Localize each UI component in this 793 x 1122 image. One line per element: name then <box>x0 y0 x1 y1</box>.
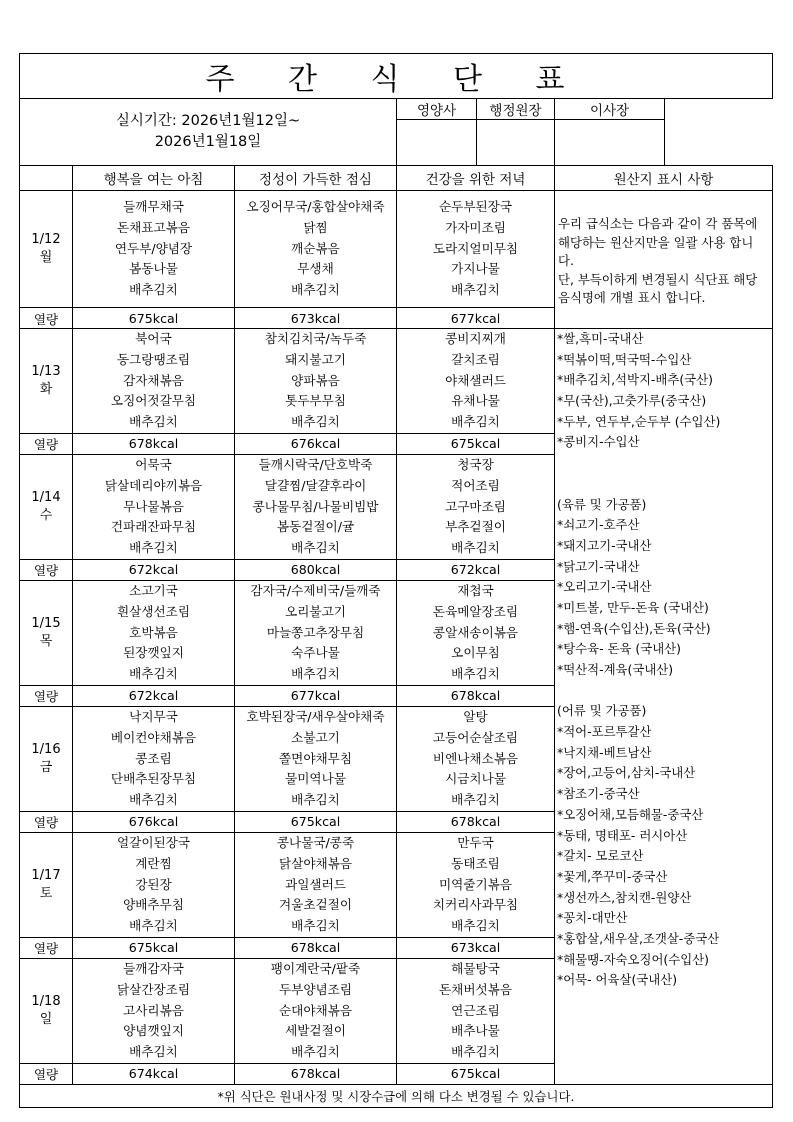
day-date: 1/15 <box>31 615 61 631</box>
kcal-label: 열량 <box>20 559 73 580</box>
menu-item: 베이컨야채볶음 <box>110 729 197 745</box>
menu-item: 콩나물국/콩죽 <box>276 834 355 850</box>
menu-item: 두부양념조림 <box>279 981 352 997</box>
lunch-cell <box>235 454 397 559</box>
origin-item <box>557 681 772 702</box>
menu-item: 가지나물 <box>451 261 500 277</box>
origin-item: *꽁치-대만산 <box>557 910 628 926</box>
day-weekday: 화 <box>39 381 53 397</box>
period <box>20 99 397 166</box>
menu-item: 배추김치 <box>129 540 178 556</box>
menu-item: 감자국/수제비국/들깨죽 <box>250 582 381 598</box>
menu-item: 톳두부무침 <box>285 393 346 409</box>
kcal-value: 673kcal <box>235 308 397 329</box>
origin-item: *오징어채,모듬해물-중국산 <box>557 806 704 822</box>
origin-item: *어묵- 어육살(국내산) <box>557 972 678 988</box>
kcal-value: 678kcal <box>397 685 555 706</box>
menu-item: 어묵국 <box>135 456 172 472</box>
menu-item: 배추김치 <box>451 414 500 430</box>
menu-item: 오징어젓갈무침 <box>110 393 197 409</box>
day-date: 1/17 <box>31 867 61 883</box>
menu-item: 호박볶음 <box>129 624 178 640</box>
day-row <box>20 329 773 434</box>
menu-item: 콩나물무침/나물비빔밥 <box>252 498 379 514</box>
origin-item: *닭고기-국내산 <box>557 558 640 574</box>
dinner-cell <box>397 706 555 811</box>
menu-item: 알탕 <box>463 708 488 724</box>
header-day <box>20 166 73 191</box>
menu-item: 양파볶음 <box>291 372 340 388</box>
day-weekday: 일 <box>39 1011 53 1027</box>
kcal-value: 674kcal <box>73 1063 235 1084</box>
footer-row <box>20 1084 773 1107</box>
menu-item: 미역줄기볶음 <box>439 876 512 892</box>
menu-item: 쫄면야채무침 <box>279 750 352 766</box>
dinner-cell <box>397 958 555 1063</box>
origin-item: *무(국산),고춧가루(중국산) <box>557 393 707 409</box>
menu-item: 순대야채볶음 <box>279 1002 352 1018</box>
menu-item: 양배추무침 <box>123 897 184 913</box>
menu-item: 콩조림 <box>135 750 172 766</box>
menu-item: 배추김치 <box>451 918 500 934</box>
menu-item: 참치김치국/녹두죽 <box>264 331 367 346</box>
menu-item: 연두부/양념장 <box>114 240 193 256</box>
menu-item: 들깨감자국 <box>123 960 184 976</box>
sign-admin-director: 행정원장 <box>477 99 555 120</box>
menu-item: 오리불고기 <box>285 603 346 619</box>
breakfast-cell <box>73 329 235 434</box>
day-weekday: 월 <box>39 250 53 265</box>
period-line-2: 2026년1월18일 <box>154 134 262 150</box>
day-date: 1/12 <box>31 232 61 247</box>
origin-item <box>557 474 772 495</box>
menu-item: 돈채표고볶음 <box>117 219 190 235</box>
menu-item: 감자채볶음 <box>123 372 184 388</box>
menu-item: 북어국 <box>135 331 172 346</box>
menu-table <box>19 53 773 1108</box>
day-label <box>20 832 73 937</box>
origin-item: *두부, 연두부,순두부 (수입산) <box>557 413 721 429</box>
breakfast-cell <box>73 454 235 559</box>
kcal-value: 676kcal <box>73 811 235 832</box>
day-label <box>20 191 73 308</box>
menu-item: 닭살야채볶음 <box>279 855 352 871</box>
kcal-label: 열량 <box>20 308 73 329</box>
menu-item: 봄동겉절이/귤 <box>276 519 355 535</box>
day-row <box>20 191 773 308</box>
menu-item: 치커리사과무침 <box>432 897 519 913</box>
menu-item: 오징어무국/홍합살야채죽 <box>246 199 385 214</box>
origin-item: *낙지채-베트남산 <box>557 744 652 760</box>
kcal-value: 675kcal <box>397 1063 555 1084</box>
menu-item: 강된장 <box>135 876 172 892</box>
menu-item: 단배추된장무침 <box>110 771 197 787</box>
menu-item: 도라지얼미무침 <box>432 240 519 256</box>
header-lunch: 정성이 가득한 점심 <box>235 166 397 191</box>
origin-item: (어류 및 가공품) <box>557 703 647 719</box>
lunch-cell <box>235 958 397 1063</box>
origin-item: *갈치- 모로코산 <box>557 848 644 864</box>
sign-spacer <box>665 99 773 120</box>
origin-item: *떡산적-계육(국내산) <box>557 662 674 677</box>
dinner-cell <box>397 454 555 559</box>
menu-item: 연근조림 <box>451 1002 500 1018</box>
kcal-value: 672kcal <box>73 559 235 580</box>
menu-item: 달걀찜/달걀후라이 <box>264 477 367 493</box>
menu-item: 낙지무국 <box>129 708 178 724</box>
menu-item: 콩비지찌개 <box>445 331 506 346</box>
menu-item: 마늘쫑고추장무침 <box>266 624 365 640</box>
sign-box-chairman <box>555 120 665 166</box>
kcal-value: 677kcal <box>397 308 555 329</box>
kcal-label: 열량 <box>20 433 73 454</box>
breakfast-cell <box>73 706 235 811</box>
kcal-value: 675kcal <box>397 433 555 454</box>
dinner-cell <box>397 191 555 308</box>
kcal-label: 열량 <box>20 937 73 958</box>
menu-item: 배추김치 <box>291 282 340 298</box>
lunch-cell <box>235 191 397 308</box>
menu-item: 유채나물 <box>451 393 500 409</box>
origin-item: *쇠고기-호주산 <box>557 517 640 533</box>
origin-item: (육류 및 가공품) <box>557 496 647 512</box>
menu-item: 호박된장국/새우살야채죽 <box>246 708 385 724</box>
kcal-value: 675kcal <box>235 811 397 832</box>
menu-item: 배추김치 <box>291 540 340 556</box>
menu-item: 들깨무채국 <box>123 199 184 214</box>
menu-item: 가자미조림 <box>445 219 506 235</box>
header-breakfast: 행복을 여는 아침 <box>73 166 235 191</box>
day-date: 1/16 <box>31 741 61 757</box>
day-label <box>20 958 73 1063</box>
menu-item: 들깨시락국/단호박죽 <box>258 456 373 472</box>
day-date: 1/18 <box>31 993 61 1009</box>
menu-item: 순두부된장국 <box>439 199 512 214</box>
day-label <box>20 580 73 685</box>
menu-item: 배추김치 <box>451 792 500 808</box>
menu-item: 동태조림 <box>451 855 500 871</box>
menu-item: 배추김치 <box>129 792 178 808</box>
menu-item: 배추김치 <box>129 666 178 682</box>
kcal-value: 675kcal <box>73 308 235 329</box>
kcal-value: 673kcal <box>397 937 555 958</box>
breakfast-cell <box>73 958 235 1063</box>
menu-item: 해물탕국 <box>451 960 500 976</box>
origin-item: *돼지고기-국내산 <box>557 537 652 553</box>
lunch-cell <box>235 832 397 937</box>
header-dinner: 건강을 위한 저녁 <box>397 166 555 191</box>
day-date: 1/13 <box>31 363 61 379</box>
origin-item: *참조기-중국산 <box>557 786 640 802</box>
menu-item: 배추김치 <box>129 918 178 934</box>
day-weekday: 수 <box>39 507 53 523</box>
menu-item: 닭찜 <box>303 219 328 235</box>
menu-item: 봄동나물 <box>129 261 178 277</box>
menu-item: 배추김치 <box>451 540 500 556</box>
menu-item: 된장깻잎지 <box>123 645 184 661</box>
menu-item: 배추김치 <box>129 1044 178 1060</box>
menu-item: 무나물볶음 <box>123 498 184 514</box>
origin-item: *탕수육- 돈육 (국내산) <box>557 641 681 657</box>
menu-item: 팽이계란국/팥죽 <box>270 960 361 976</box>
menu-item: 흰살생선조림 <box>117 603 190 619</box>
origin-item: *배추김치,석박지-배추(국산) <box>557 372 713 388</box>
day-label <box>20 329 73 434</box>
origin-item <box>557 453 772 474</box>
kcal-value: 676kcal <box>235 433 397 454</box>
menu-item: 비엔나채소볶음 <box>432 750 519 766</box>
menu-item: 무생채 <box>297 261 334 277</box>
menu-item: 적어조림 <box>451 477 500 493</box>
menu-item: 갈치조림 <box>451 351 500 367</box>
day-weekday: 토 <box>39 885 53 901</box>
header-origin: 원산지 표시 사항 <box>555 166 773 191</box>
menu-item: 만두국 <box>457 834 494 850</box>
kcal-value: 672kcal <box>73 685 235 706</box>
sign-box-nutritionist <box>397 120 477 166</box>
menu-item: 닭살데리야끼볶음 <box>104 477 203 493</box>
menu-item: 돈채버섯볶음 <box>439 981 512 997</box>
kcal-value: 680kcal <box>235 559 397 580</box>
menu-item: 돼지불고기 <box>285 351 346 367</box>
sign-chairman: 이사장 <box>555 99 665 120</box>
menu-item: 배추김치 <box>291 918 340 934</box>
origin-item: *적어-포르투갈산 <box>557 724 652 740</box>
origin-item: *장어,고등어,삼치-국내산 <box>557 765 696 781</box>
menu-item: 소불고기 <box>291 729 340 745</box>
menu-item: 고구마조림 <box>445 498 506 514</box>
menu-item: 세발겉절이 <box>285 1023 346 1039</box>
menu-item: 배추김치 <box>291 1044 340 1060</box>
menu-item: 닭살간장조림 <box>117 981 190 997</box>
origin-item: *콩비지-수입산 <box>557 434 640 450</box>
sign-box-admin-director <box>477 120 555 166</box>
menu-item: 소고기국 <box>129 582 178 598</box>
menu-item: 고등어순살조림 <box>432 729 519 745</box>
kcal-value: 672kcal <box>397 559 555 580</box>
menu-item: 숙주나물 <box>291 645 340 661</box>
origin-item: *떡볶이떡,떡국떡-수입산 <box>557 351 692 367</box>
menu-item: 배추나물 <box>451 1023 500 1039</box>
lunch-cell <box>235 329 397 434</box>
menu-item: 건파래잔파무침 <box>110 519 197 535</box>
menu-item: 배추김치 <box>291 414 340 430</box>
menu-item: 고사리볶음 <box>123 1002 184 1018</box>
kcal-label: 열량 <box>20 685 73 706</box>
menu-item: 청국장 <box>457 456 494 472</box>
origin-note: 우리 급식소는 다음과 같이 각 품목에 해당하는 원산지만을 일괄 사용 합니다. 단, 부득이하게 변경될시 식단표 해당 음식명에 개별 표시 합니다. <box>558 216 758 305</box>
origin-item: *햄-연육(수입산),돈육(국산) <box>557 620 711 636</box>
kcal-value: 678kcal <box>397 811 555 832</box>
dinner-cell <box>397 832 555 937</box>
origin-list <box>555 329 772 991</box>
origin-list-cell <box>555 329 773 1085</box>
menu-item: 동그랑땡조림 <box>117 351 190 367</box>
menu-item: 겨울초겉절이 <box>279 897 352 913</box>
menu-item: 부추겉절이 <box>445 519 506 535</box>
origin-item: *생선까스,참치캔-원양산 <box>557 889 692 905</box>
menu-item: 콩알새송이볶음 <box>432 624 519 640</box>
kcal-value: 677kcal <box>235 685 397 706</box>
kcal-value: 678kcal <box>235 1063 397 1084</box>
footer-note: *위 식단은 원내사정 및 시장수급에 의해 다소 변경될 수 있습니다. <box>20 1084 773 1107</box>
menu-item: 배추김치 <box>291 666 340 682</box>
menu-item: 야채샐러드 <box>445 372 506 388</box>
menu-item: 재첩국 <box>457 582 494 598</box>
origin-item: *홍합살,새우살,조갯살-중국산 <box>557 930 720 946</box>
page-title: 주 간 식 단 표 <box>20 54 773 99</box>
origin-item: *쌀,흑미-국내산 <box>557 331 644 346</box>
kcal-value: 675kcal <box>73 937 235 958</box>
origin-note-filler <box>555 308 773 329</box>
menu-item: 얼갈이된장국 <box>117 834 190 850</box>
kcal-value: 678kcal <box>73 433 235 454</box>
breakfast-cell <box>73 191 235 308</box>
kcal-value: 678kcal <box>235 937 397 958</box>
breakfast-cell <box>73 580 235 685</box>
menu-item: 배추김치 <box>451 666 500 682</box>
menu-item: 배추김치 <box>291 792 340 808</box>
menu-item: 시금치나물 <box>445 771 506 787</box>
sign-nutritionist: 영양사 <box>397 99 477 120</box>
breakfast-cell <box>73 832 235 937</box>
dinner-cell <box>397 580 555 685</box>
lunch-cell <box>235 580 397 685</box>
day-weekday: 금 <box>39 759 53 775</box>
origin-item: *꽃게,쭈꾸미-중국산 <box>557 868 668 884</box>
menu-item: 과일샐러드 <box>285 876 346 892</box>
kcal-row <box>20 308 773 329</box>
menu-item: 배추김치 <box>451 282 500 298</box>
menu-item: 양념깻잎지 <box>123 1023 184 1039</box>
day-label <box>20 706 73 811</box>
menu-item: 배추김치 <box>129 414 178 430</box>
period-line-1: 실시기간: 2026년1월12일~ <box>115 113 301 129</box>
origin-item: *오리고기-국내산 <box>557 579 652 595</box>
day-weekday: 목 <box>39 633 53 649</box>
origin-item: *해물땡-자숙오징어(수입산) <box>557 951 709 967</box>
menu-item: 계란찜 <box>135 855 172 871</box>
menu-item: 배추김치 <box>451 1044 500 1060</box>
menu-item: 돈육메알장조림 <box>432 603 519 619</box>
day-date: 1/14 <box>31 489 61 505</box>
menu-item: 물미역나물 <box>285 771 346 787</box>
dinner-cell <box>397 329 555 434</box>
kcal-label: 열량 <box>20 811 73 832</box>
origin-item: *동태, 명태포- 러시아산 <box>557 827 688 843</box>
day-label <box>20 454 73 559</box>
origin-note-cell <box>555 191 773 308</box>
lunch-cell <box>235 706 397 811</box>
menu-item: 배추김치 <box>129 282 178 298</box>
menu-item: 깨순볶음 <box>291 240 340 256</box>
origin-item: *미트볼, 만두-돈육 (국내산) <box>557 599 709 615</box>
sign-spacer-2 <box>665 120 773 166</box>
kcal-label: 열량 <box>20 1063 73 1084</box>
menu-item: 오이무침 <box>451 645 500 661</box>
